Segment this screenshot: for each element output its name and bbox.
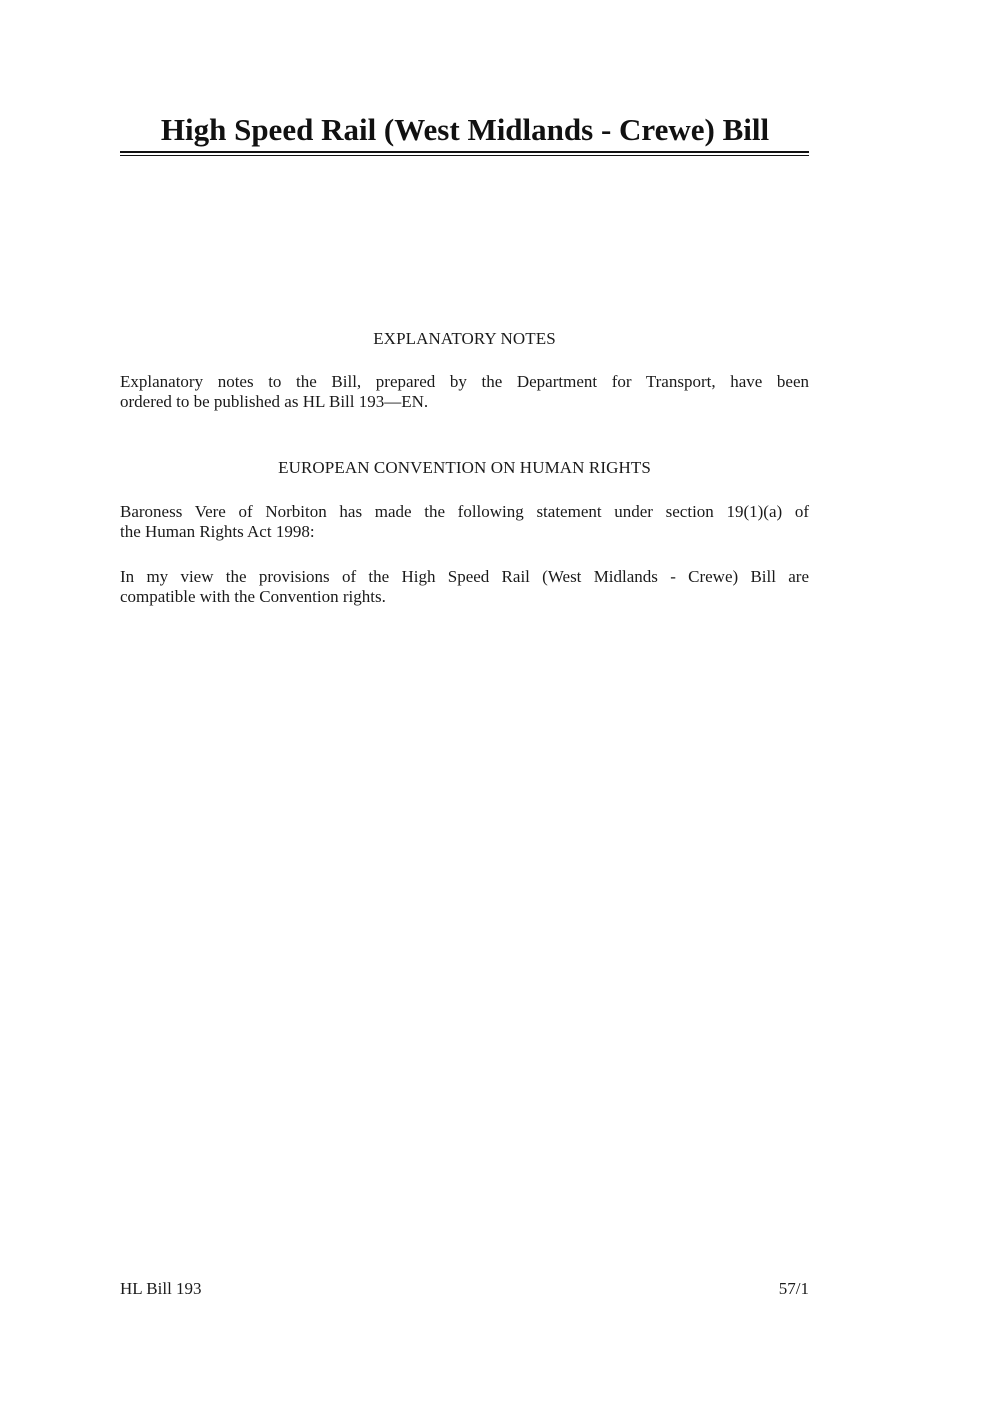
paragraph-line: the Human Rights Act 1998: <box>120 522 315 541</box>
title-rule-thin <box>120 155 809 156</box>
explanatory-notes-paragraph <box>120 372 809 412</box>
footer-page-ref: 57/1 <box>778 1279 809 1298</box>
paragraph-line: ordered to be published as HL Bill 193—EN. <box>120 392 429 411</box>
footer-bill-number: HL Bill 193 <box>120 1279 202 1298</box>
paragraph-line: In my view the provisions of the High Speed Rail (West Midlands - Crewe) Bill are <box>120 567 809 586</box>
title-rule-thick <box>120 151 809 153</box>
paragraph-line: Baroness Vere of Norbiton has made the following statement under section 19(1)(a) of <box>120 502 809 521</box>
explanatory-notes-heading: EXPLANATORY NOTES <box>373 329 556 348</box>
echr-heading: EUROPEAN CONVENTION ON HUMAN RIGHTS <box>278 458 651 477</box>
paragraph-line: Explanatory notes to the Bill, prepared by the Department for Transport, have been <box>120 372 809 391</box>
bill-title: High Speed Rail (West Midlands - Crewe) Bill <box>160 112 770 147</box>
echr-statement-paragraph <box>120 502 809 542</box>
echr-view-paragraph <box>120 567 809 607</box>
paragraph-line: compatible with the Convention rights. <box>120 587 386 606</box>
